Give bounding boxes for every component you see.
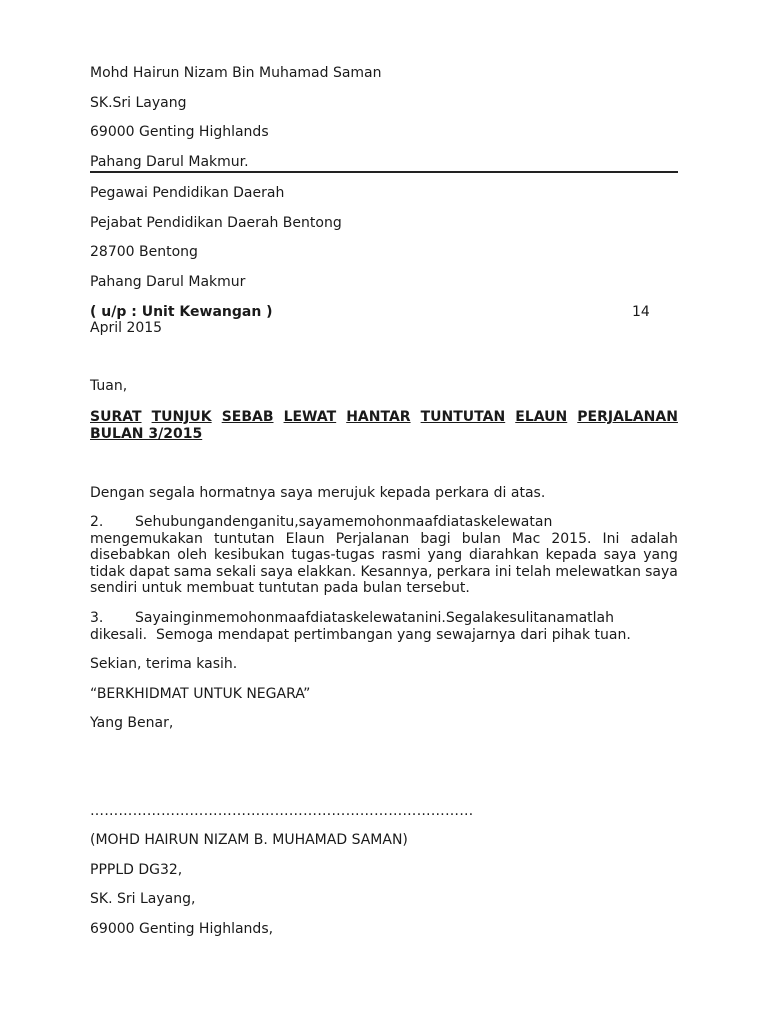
word: saya bbox=[603, 547, 637, 563]
closing: Sekian, terima kasih. bbox=[90, 656, 238, 672]
para2-line-2 bbox=[90, 531, 678, 548]
subject-line-1 bbox=[90, 409, 678, 426]
recipient-state: Pahang Darul Makmur bbox=[90, 274, 246, 290]
word: disebabkan bbox=[90, 547, 171, 563]
word: maaf bbox=[274, 610, 311, 626]
word: Elaun bbox=[285, 530, 325, 547]
word: Perjalanan bbox=[335, 530, 410, 547]
date-day: 14 bbox=[632, 304, 650, 320]
word: dengan bbox=[223, 514, 276, 530]
recipient-attention: ( u/p : Unit Kewangan ) bbox=[90, 304, 273, 320]
letter-subject bbox=[90, 409, 678, 443]
recipient-office: Pejabat Pendidikan Daerah Bentong bbox=[90, 215, 342, 231]
para2-line-4 bbox=[90, 564, 678, 581]
word: ini. bbox=[424, 610, 446, 626]
sender-city: 69000 Genting Highlands bbox=[90, 124, 269, 140]
word: PERJALANAN bbox=[577, 409, 678, 425]
para2-number: 2. bbox=[90, 514, 104, 530]
word: ELAUN bbox=[515, 409, 568, 425]
header-divider bbox=[90, 171, 678, 173]
word: melewatkan bbox=[555, 563, 641, 580]
word: SURAT bbox=[90, 409, 142, 425]
word: atas bbox=[323, 610, 353, 626]
word: yang bbox=[427, 547, 463, 563]
word: bulan bbox=[461, 530, 501, 547]
word: 2015. bbox=[551, 530, 592, 547]
opening-sentence: Dengan segala hormatnya saya merujuk kepada perkara di atas. bbox=[90, 485, 546, 501]
word: di bbox=[437, 514, 451, 530]
word: itu, bbox=[275, 514, 299, 530]
word: kelewatan bbox=[353, 610, 425, 626]
word: saya bbox=[298, 514, 332, 530]
signature-line: ……………………………………………………………………… bbox=[90, 803, 474, 819]
word: saya bbox=[260, 563, 294, 580]
word: dapat bbox=[129, 563, 170, 580]
para3-line-2: dikesali. Semoga mendapat pertimbangan yang sewajarnya dari pihak tuan. bbox=[90, 626, 631, 643]
word: TUNJUK bbox=[151, 409, 212, 425]
word: tuntutan bbox=[213, 530, 275, 547]
word: sekali bbox=[216, 563, 257, 580]
word: LEWAT bbox=[283, 409, 337, 425]
para2-line-1-words bbox=[135, 514, 678, 531]
word: telah bbox=[515, 563, 552, 580]
word: memohon bbox=[331, 514, 403, 530]
word: adalah bbox=[630, 530, 678, 547]
para2-line-1 bbox=[90, 514, 678, 531]
word: mengemukakan bbox=[90, 530, 203, 547]
word: yang bbox=[643, 547, 678, 563]
word: kesibukan bbox=[214, 547, 285, 563]
word: elakkan. bbox=[297, 563, 357, 580]
sender-name: Mohd Hairun Nizam Bin Muhamad Saman bbox=[90, 65, 382, 81]
signatory-grade: PPPLD DG32, bbox=[90, 862, 183, 878]
word: tugas-tugas bbox=[291, 547, 375, 563]
word: HANTAR bbox=[346, 409, 411, 425]
word: di bbox=[310, 610, 324, 626]
paragraph-2 bbox=[90, 514, 678, 597]
word: ini bbox=[494, 563, 512, 580]
word: Segala bbox=[445, 610, 494, 626]
sender-school: SK.Sri Layang bbox=[90, 95, 187, 111]
subject-line-2: BULAN 3/2015 bbox=[90, 426, 203, 442]
word: Ini bbox=[602, 530, 620, 547]
word: Mac bbox=[511, 530, 541, 547]
recipient-city: 28700 Bentong bbox=[90, 244, 198, 260]
para2-line-3 bbox=[90, 547, 678, 564]
word: memohon bbox=[203, 610, 275, 626]
word: SEBAB bbox=[221, 409, 274, 425]
valediction: Yang Benar, bbox=[90, 715, 174, 731]
word: Saya bbox=[135, 610, 170, 626]
word: rasmi bbox=[381, 547, 421, 563]
word: TUNTUTAN bbox=[420, 409, 506, 425]
signatory-school: SK. Sri Layang, bbox=[90, 891, 196, 907]
para2-line-5: sendiri untuk membuat tuntutan pada bulan tersebut. bbox=[90, 580, 470, 596]
word: atas bbox=[450, 514, 481, 530]
date-month-year: April 2015 bbox=[90, 320, 163, 336]
signatory-city: 69000 Genting Highlands, bbox=[90, 921, 274, 937]
word: diarahkan bbox=[468, 547, 539, 563]
word: bagi bbox=[420, 530, 451, 547]
para3-number: 3. bbox=[90, 610, 104, 626]
word: amatlah bbox=[556, 610, 614, 626]
word: kelewatan bbox=[480, 514, 553, 530]
word: kepada bbox=[545, 547, 597, 563]
word: maaf bbox=[402, 514, 438, 530]
sender-state: Pahang Darul Makmur. bbox=[90, 154, 249, 170]
para3-line-1-words bbox=[135, 610, 678, 627]
para3-line-1 bbox=[90, 610, 678, 627]
motto: “BERKHIDMAT UNTUK NEGARA” bbox=[90, 686, 311, 702]
word: saya bbox=[645, 563, 678, 580]
word: perkara bbox=[436, 563, 491, 580]
word: tidak bbox=[90, 563, 125, 580]
word: kesulitan bbox=[493, 610, 557, 626]
paragraph-3 bbox=[90, 610, 678, 643]
recipient-title: Pegawai Pendidikan Daerah bbox=[90, 185, 285, 201]
salutation: Tuan, bbox=[90, 378, 128, 394]
word: oleh bbox=[177, 547, 208, 563]
word: ingin bbox=[169, 610, 204, 626]
signatory-name: (MOHD HAIRUN NIZAM B. MUHAMAD SAMAN) bbox=[90, 832, 408, 848]
word: Sehubungan bbox=[135, 514, 224, 530]
word: sama bbox=[173, 563, 212, 580]
word: Kesannya, bbox=[360, 563, 433, 580]
